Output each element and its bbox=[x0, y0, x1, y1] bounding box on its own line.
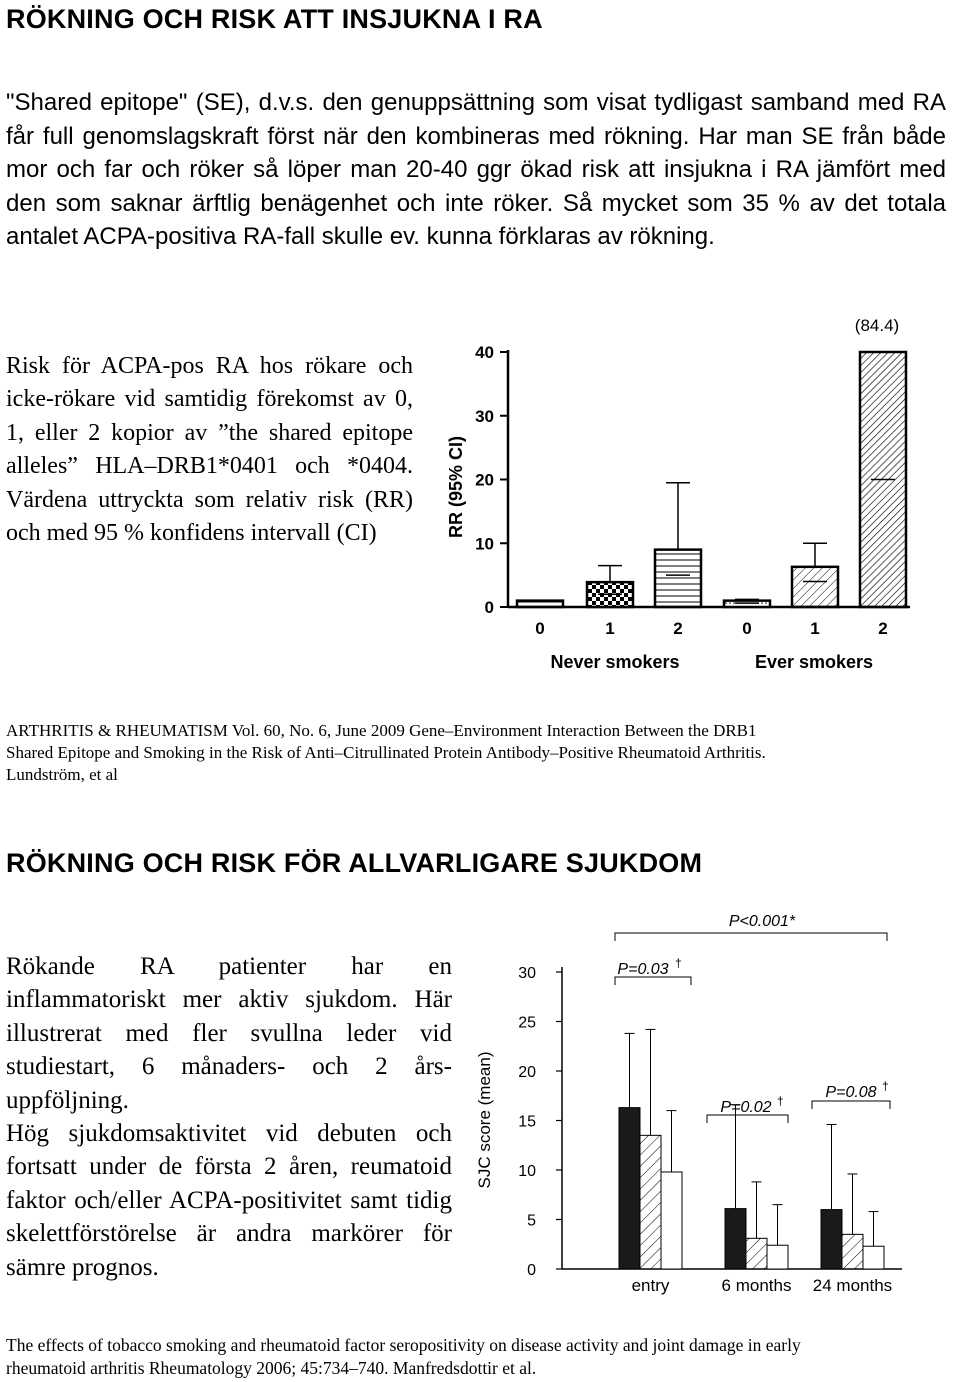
sjc-y-tick-label: 20 bbox=[518, 1064, 536, 1081]
rr-y-label: RR (95% CI) bbox=[446, 435, 466, 539]
sjc-y-tick-label: 5 bbox=[527, 1212, 536, 1230]
rr-bar bbox=[792, 567, 838, 607]
rr-x-tick-label: 0 bbox=[742, 619, 752, 638]
rr-x-tick-label: 1 bbox=[810, 619, 820, 638]
sjc-x-tick-label: 6 months bbox=[721, 1276, 792, 1295]
sjc-bar bbox=[640, 1135, 661, 1269]
sjc-bracket-entry bbox=[615, 977, 691, 985]
sjc-y-label: SJC score (mean) bbox=[475, 1051, 494, 1189]
sjc-bracket-24m bbox=[812, 1101, 890, 1109]
sjc-annotation-24m: P=0.08 bbox=[825, 1084, 877, 1101]
sjc-x-tick-label: entry bbox=[631, 1276, 670, 1295]
sjc-annotation-6m: P=0.02 bbox=[720, 1099, 772, 1116]
sjc-bracket-6m bbox=[707, 1115, 788, 1123]
rr-x-tick-label: 2 bbox=[673, 619, 683, 638]
sjc-bracket-overall bbox=[615, 933, 887, 941]
sjc-y-tick-label: 30 bbox=[518, 965, 536, 982]
rr-y-tick-label: 30 bbox=[475, 406, 494, 426]
rr-x-tick-label: 2 bbox=[878, 619, 888, 638]
sjc-bar bbox=[842, 1234, 863, 1269]
sjc-bar bbox=[767, 1245, 788, 1269]
sjc-annotation-6m-mark: † bbox=[777, 1094, 784, 1108]
rr-group-label-ever: Ever smokers bbox=[754, 652, 874, 672]
section1-citation-line1: ARTHRITIS & RHEUMATISM Vol. 60, No. 6, June 2009 Gene–Environment Interaction Between the DRB1 bbox=[6, 721, 757, 740]
section2-paragraph-1: Rökande RA patienter har en inflammatoriskt mer aktiv sjukdom. Här illustrerat med fler svullna leder vid studiestart, 6 månaders- och 2 års-uppföljning. bbox=[6, 953, 452, 1114]
rr-chart bbox=[440, 305, 920, 685]
rr-overflow-label: (84.4) bbox=[854, 316, 900, 335]
rr-group-label-never: Never smokers bbox=[550, 652, 680, 672]
section2-citation-line1: The effects of tobacco smoking and rheumatoid factor seropositivity on disease activity and joint damage in early bbox=[6, 1335, 801, 1355]
section1-intro-paragraph: "Shared epitope" (SE), d.v.s. den genuppsättning som visat tydligast samband med RA får full genomslagskraft först när den kombineras med rökning. Har man SE från både mor och far och röker så löper man 20-40 ggr ökad risk att insjukna i RA jämfört med den som saknar ärftlig benägenhet och inte röker. Så mycket som 35 % av det totala antalet ACPA-positiva RA-fall skulle ev. kunna förklaras av rökning. bbox=[6, 89, 946, 250]
section2-paragraph-2: Hög sjukdomsaktivitet vid debuten och fortsatt under de första 2 åren, reumatoid faktor och/eller ACPA-positivitet samt tidig skelettförstörelse är andra markörer för sämre prognos. bbox=[6, 1120, 452, 1281]
rr-x-tick-label: 0 bbox=[535, 619, 545, 638]
sjc-y-tick-label: 15 bbox=[518, 1113, 536, 1131]
sjc-bar bbox=[619, 1108, 640, 1269]
sjc-bar bbox=[821, 1210, 842, 1269]
sjc-bar bbox=[661, 1172, 682, 1269]
sjc-bar bbox=[863, 1246, 884, 1269]
sjc-y-tick-label: 25 bbox=[518, 1014, 536, 1032]
rr-bar bbox=[517, 601, 563, 607]
rr-bar bbox=[655, 550, 701, 607]
rr-y-tick-label: 20 bbox=[475, 470, 494, 490]
sjc-annotation-entry-mark: † bbox=[675, 956, 682, 970]
section2-citation-line2: rheumatoid arthritis Rheumatology 2006; 45:734–740. Manfredsdottir et al. bbox=[6, 1358, 537, 1378]
rr-y-tick-label: 40 bbox=[475, 343, 494, 362]
rr-y-tick-label: 0 bbox=[484, 598, 494, 617]
section2-heading: RÖKNING OCH RISK FÖR ALLVARLIGARE SJUKDOM bbox=[6, 848, 703, 878]
sjc-annotation-overall: P<0.001* bbox=[728, 913, 796, 930]
sjc-bar bbox=[746, 1238, 767, 1269]
sjc-bar bbox=[725, 1209, 746, 1269]
section1-citation-line3: Lundström, et al bbox=[6, 765, 118, 784]
rr-x-tick-label: 1 bbox=[605, 619, 615, 638]
section1-figure-description: Risk för ACPA-pos RA hos rökare och icke-rökare vid samtidig förekomst av 0, 1, eller 2 kopior av ”the shared epitope alleles” HLA–DRB1*0401 och *0404. Värdena uttryckta som relativ risk (RR) och med 95 % konfidens intervall (CI) bbox=[6, 353, 413, 547]
sjc-x-tick-label: 24 months bbox=[812, 1276, 893, 1295]
sjc-y-tick-label: 10 bbox=[518, 1163, 536, 1180]
section1-citation-line2: Shared Epitope and Smoking in the Risk of Anti–Citrullinated Protein Antibody–Positive Rheumatoid Arthritis. bbox=[6, 743, 766, 762]
sjc-annotation-24m-mark: † bbox=[882, 1079, 889, 1093]
rr-y-tick-label: 10 bbox=[475, 534, 494, 554]
sjc-y-tick-label: 0 bbox=[527, 1262, 536, 1279]
section1-heading: RÖKNING OCH RISK ATT INSJUKNA I RA bbox=[6, 4, 543, 34]
sjc-chart bbox=[460, 905, 920, 1305]
sjc-annotation-entry: P=0.03 bbox=[617, 961, 669, 978]
